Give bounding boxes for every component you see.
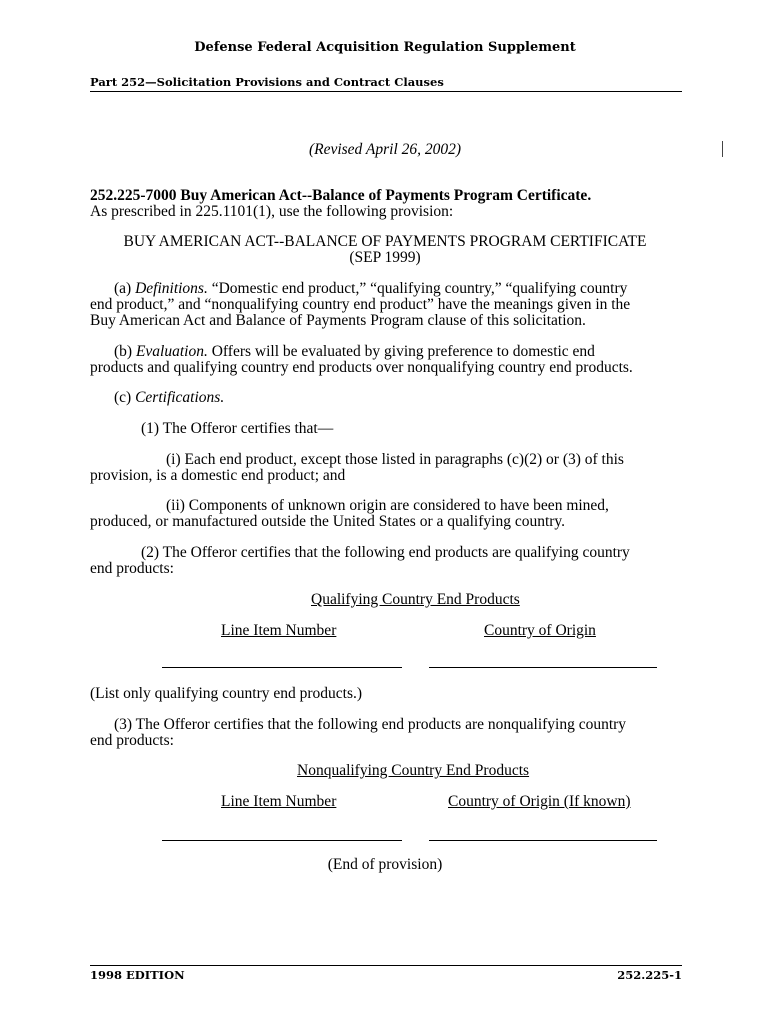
provision-title: BUY AMERICAN ACT--BALANCE OF PAYMENTS PROGRAM CERTIFICATE [123, 233, 647, 250]
para-c1: (1) The Offeror certifies that— [141, 420, 334, 437]
footer-rule [90, 965, 682, 966]
qualifying-col-line-item: Line Item Number [221, 622, 337, 639]
para-a-line3: Buy American Act and Balance of Payments Program clause of this solicitation. [90, 312, 586, 329]
para-c [114, 390, 224, 406]
footer-edition: 1998 EDITION [90, 968, 185, 982]
para-c2-line1: (2) The Offeror certifies that the following end products are qualifying country [141, 544, 630, 561]
para-b-line1 [114, 344, 595, 360]
qualifying-table-title: Qualifying Country End Products [311, 591, 520, 608]
para-b-line2: products and qualifying country end products over nonqualifying country end products. [90, 359, 633, 376]
list-note: (List only qualifying country end products.) [90, 685, 363, 702]
para-a-label: (a) [114, 280, 132, 297]
para-b-heading: Evaluation. [135, 343, 208, 360]
para-c-label: (c) [114, 389, 132, 406]
para-c3-line1: (3) The Offeror certifies that the following end products are nonqualifying country [114, 716, 627, 733]
section-heading: 252.225-7000 Buy American Act--Balance of Payments Program Certificate. [90, 187, 592, 204]
provision-date: (SEP 1999) [349, 249, 421, 266]
prescribed-text: As prescribed in 225.1101(1), use the following provision: [90, 203, 454, 220]
nonqualifying-country-blank[interactable] [429, 840, 657, 841]
nonqualifying-line-item-blank[interactable] [162, 840, 402, 841]
end-of-provision: (End of provision) [327, 856, 443, 873]
qualifying-country-blank[interactable] [429, 667, 657, 668]
qualifying-line-item-blank[interactable] [162, 667, 402, 668]
part-heading: Part 252—Solicitation Provisions and Contract Clauses [90, 75, 444, 89]
nonqualifying-table-title: Nonqualifying Country End Products [297, 762, 530, 779]
para-c-heading: Certifications. [135, 389, 225, 406]
document-title: Defense Federal Acquisition Regulation Supplement [194, 40, 576, 55]
revised-date: (Revised April 26, 2002) [308, 141, 462, 158]
para-c3-line2: end products: [90, 732, 174, 749]
para-c1i-line2: provision, is a domestic end product; and [90, 467, 346, 484]
para-c1ii-line1: (ii) Components of unknown origin are considered to have been mined, [166, 497, 609, 514]
para-a-line2: end product,” and “nonqualifying country end product” have the meanings given in the [90, 296, 631, 313]
qualifying-col-country: Country of Origin [484, 622, 596, 639]
nonqualifying-col-country: Country of Origin (If known) [448, 793, 631, 810]
para-a-line1 [114, 281, 627, 297]
nonqualifying-col-line-item: Line Item Number [221, 793, 337, 810]
header-rule [90, 91, 682, 92]
footer-page-number: 252.225-1 [617, 968, 682, 982]
para-c2-line2: end products: [90, 560, 174, 577]
para-b-label: (b) [114, 343, 133, 360]
para-a-text1: “Domestic end product,” “qualifying country,” “qualifying country [211, 280, 628, 297]
para-a-heading: Definitions. [135, 280, 208, 297]
para-b-text1: Offers will be evaluated by giving preference to domestic end [211, 343, 595, 360]
para-c1ii-line2: produced, or manufactured outside the United States or a qualifying country. [90, 513, 566, 530]
para-c1i-line1: (i) Each end product, except those listed in paragraphs (c)(2) or (3) of this [166, 451, 624, 468]
